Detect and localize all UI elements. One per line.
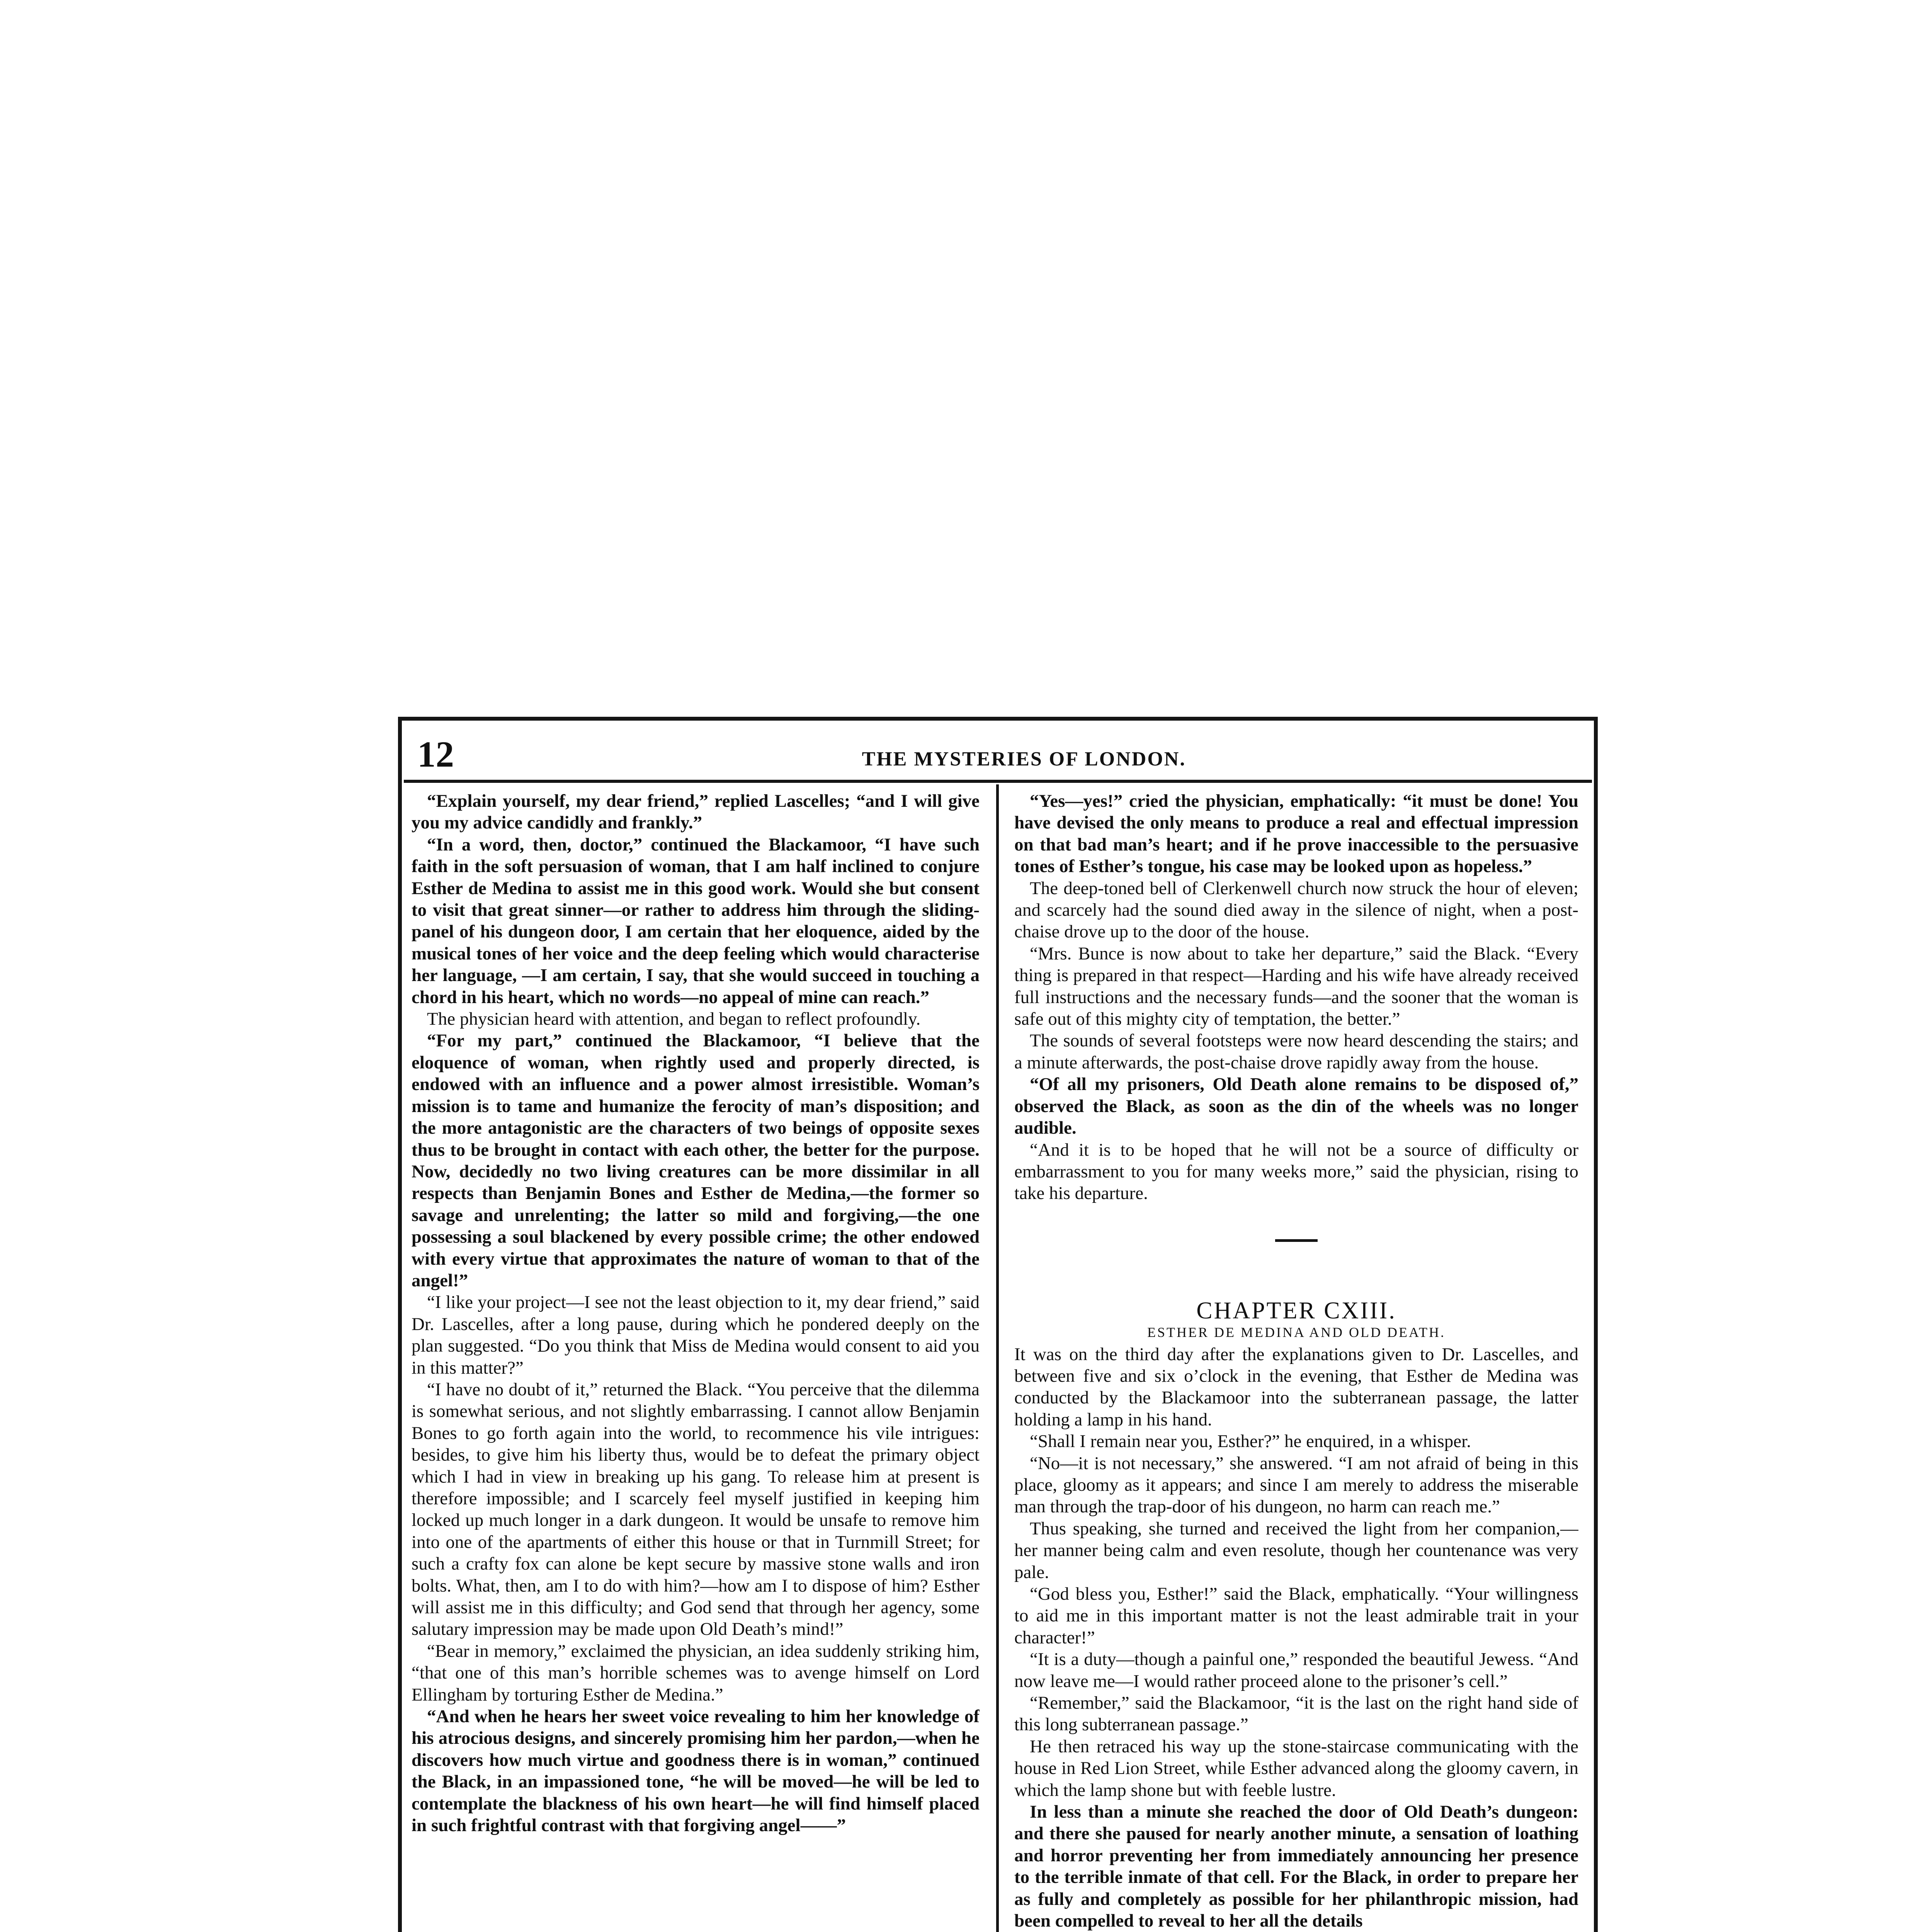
paragraph: The physician heard with attention, and began to reflect profoundly. (427, 1009, 921, 1029)
paragraph: “Bear in memory,” exclaimed the physician, an idea suddenly striking him, “that one of this man’s horrible schemes was to avenge himself on Lord Ellingham by torturing Esther de Medina.” (412, 1641, 980, 1705)
running-title: THE MYSTERIES OF LONDON. (862, 748, 1186, 770)
paragraph: “Mrs. Bunce is now about to take her departure,” said the Black. “Every thing is prepared in that respect—Harding and his wife have already received full instructions and the necessary funds—and the sooner that the woman is safe out of this mighty city of temptation, the better.” (1014, 943, 1578, 1029)
paragraph: “And it is to be hoped that he will not be a source of difficulty or embarrassment to you for many weeks more,” said the physician, rising to take his departure. (1014, 1139, 1578, 1204)
section-rule (1275, 1239, 1318, 1242)
paragraph: “And when he hears her sweet voice revealing to him her knowledge of his atrocious designs, and sincerely promising him her pardon,—when he discovers how much virtue and goodness there is in woman,” continued the Black, in an impassioned tone, “he will be moved—he will be led to contemplate the blackness of his own heart—he will find himself placed in such frightful contrast with that forgiving angel——” (412, 1706, 980, 1836)
paragraph: The sounds of several footsteps were now heard descending the stairs; and a minute afterwards, the post-chaise drove rapidly away from the house. (1014, 1031, 1578, 1073)
chapter-title: CHAPTER CXIII. (1196, 1297, 1396, 1324)
paragraph: “Shall I remain near you, Esther?” he enquired, in a whisper. (1030, 1431, 1471, 1452)
paragraph: “I have no doubt of it,” returned the Black. “You perceive that the dilemma is somewhat serious, and not slightly embarrassing. I cannot allow Benjamin Bones to go forth again into the world, to recommence his vile intrigues: besides, to give him his liberty thus, would be to defeat the primary object which I had in view in breaking up his gang. To release him at present is therefore impossible; and I scarcely feel myself justified in keeping him locked up much longer in a dark dungeon. It would be unsafe to remove him into one of the apartments of either this house or that in Turnmill Street; for such a crafty fox can alone be kept secure by massive stone walls and iron bolts. What, then, am I to do with him?—how am I to dispose of him? Esther will assist me in this difficulty; and God send that through her agency, some salutary impression may be made upon Old Death’s mind!” (412, 1379, 980, 1639)
paragraph: He then retraced his way up the stone-staircase communicating with the house in Red Lion Street, while Esther advanced along the gloomy cavern, in which the lamp shone but with feeble lustre. (1014, 1736, 1578, 1800)
paragraph: “It is a duty—though a painful one,” responded the beautiful Jewess. “And now leave me—I would rather proceed alone to the prisoner’s cell.” (1014, 1649, 1578, 1691)
paragraph: “For my part,” continued the Blackamoor, “I believe that the eloquence of woman, when rightly used and properly directed, is endowed with an influence and a power almost irresistible. Woman’s mission is to tame and humanize the ferocity of man’s disposition; and the more antagonistic are the characters of two beings of opposite sexes thus to be brought in contact with each other, the better for the purpose. Now, decidedly no two living creatures can be more dissimilar in all respects than Benjamin Bones and Esther de Medina,—the former so savage and unrelenting; the latter so mild and forgiving,—the one possessing a soul blackened by every possible crime; the other endowed with every virtue that approximates the nature of woman to that of the angel!” (412, 1031, 980, 1291)
paragraph: “Explain yourself, my dear friend,” replied Lascelles; “and I will give you my advice candidly and frankly.” (412, 791, 980, 833)
paragraph: It was on the third day after the explanations given to Dr. Lascelles, and between five and six o’clock in the evening, that Esther de Medina was conducted by the Blackamoor into the subterranean passage, the latter holding a lamp in his hand. (1014, 1344, 1578, 1430)
header-rule (404, 780, 1592, 783)
paragraph: “In a word, then, doctor,” continued the Blackamoor, “I have such faith in the soft persuasion of woman, that I am half inclined to conjure Esther de Medina to assist me in this good work. Would she but consent to visit that great sinner—or rather to address him through the sliding-panel of his dungeon door, I am certain that her eloquence, aided by the musical tones of her voice and the deep feeling which would characterise her language, —I am certain, I say, that she would succeed in touching a chord in his heart, which no words—no appeal of mine can reach.” (412, 834, 980, 1007)
paragraph: “God bless you, Esther!” said the Black, emphatically. “Your willingness to aid me in this important matter is not the least admirable trait in your character!” (1014, 1584, 1578, 1648)
paragraph: Thus speaking, she turned and received the light from her companion,—her manner being calm and even resolute, though her countenance was very pale. (1014, 1518, 1578, 1582)
paragraph: “Yes—yes!” cried the physician, emphatically: “it must be done! You have devised the only means to produce a real and effectual impression on that bad man’s heart; and if he prove inaccessible to the persuasive tones of Esther’s tongue, his case may be looked upon as hopeless.” (1014, 791, 1578, 877)
column-divider (996, 784, 999, 1932)
paragraph: The deep-toned bell of Clerkenwell church now struck the hour of eleven; and scarcely had the sound died away in the silence of night, when a post-chaise drove up to the door of the house. (1014, 878, 1578, 942)
paragraph: “Remember,” said the Blackamoor, “it is the last on the right hand side of this long subterranean passage.” (1014, 1693, 1578, 1735)
left-column (412, 790, 980, 1932)
chapter-subtitle: ESTHER DE MEDINA AND OLD DEATH. (1147, 1325, 1446, 1340)
paragraph: “No—it is not necessary,” she answered. “I am not afraid of being in this place, gloomy as it appears; and since I am merely to address the miserable man through the trap-door of his dungeon, no harm can reach me.” (1014, 1453, 1578, 1517)
page-number: 12 (417, 734, 454, 775)
right-column (1014, 790, 1578, 1932)
paragraph: “I like your project—I see not the least objection to it, my dear friend,” said Dr. Lascelles, after a long pause, during which he pondered deeply on the plan suggested. “Do you think that Miss de Medina would consent to aid you in this matter?” (412, 1292, 980, 1378)
paragraph: In less than a minute she reached the door of Old Death’s dungeon: and there she paused for nearly another minute, a sensation of loathing and horror preventing her from immediately announcing her presence to the terrible inmate of that cell. For the Black, in order to prepare her as fully and completely as possible for her philanthropic mission, had been compelled to reveal to her all the details (1014, 1802, 1578, 1931)
paragraph: “Of all my prisoners, Old Death alone remains to be disposed of,” observed the Black, as soon as the din of the wheels was no longer audible. (1014, 1074, 1578, 1138)
